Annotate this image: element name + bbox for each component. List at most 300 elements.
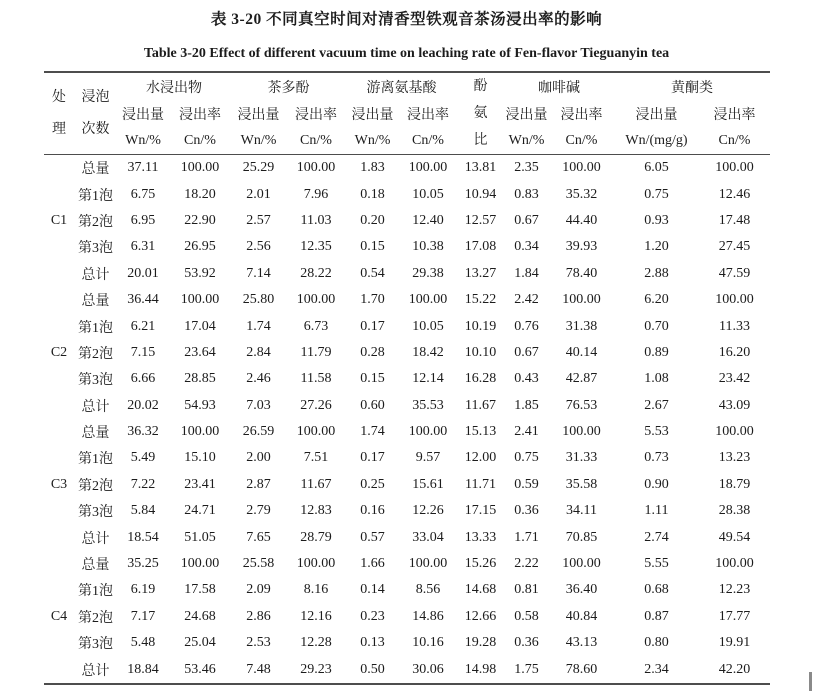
value-cell: 2.56 bbox=[246, 239, 271, 255]
value-cell: 0.34 bbox=[514, 239, 539, 255]
header-measure-label: 浸出率 bbox=[560, 107, 603, 123]
value-cell: 100.00 bbox=[296, 292, 336, 308]
value-cell: 100.00 bbox=[408, 292, 448, 308]
value-cell: 1.70 bbox=[360, 292, 385, 308]
value-cell: 1.71 bbox=[514, 529, 539, 545]
value-cell: 11.79 bbox=[300, 344, 332, 360]
value-cell: 0.89 bbox=[644, 344, 669, 360]
value-cell: 2.42 bbox=[514, 292, 539, 308]
value-cell: 100.00 bbox=[715, 160, 754, 176]
value-cell: 51.05 bbox=[184, 529, 216, 545]
value-cell: 25.29 bbox=[242, 160, 275, 176]
value-cell: 29.23 bbox=[300, 661, 332, 677]
table-row bbox=[44, 208, 770, 234]
infusion-label: 第2泡 bbox=[78, 610, 113, 626]
value-cell: 28.79 bbox=[300, 529, 332, 545]
value-cell: 12.23 bbox=[718, 582, 751, 598]
edge-artifact-mark bbox=[809, 672, 812, 691]
value-cell: 8.56 bbox=[415, 582, 441, 598]
value-cell: 100.00 bbox=[408, 556, 448, 572]
header-unit-label: Cn/% bbox=[412, 132, 444, 148]
infusion-label: 第2泡 bbox=[78, 346, 113, 362]
table-row bbox=[44, 524, 770, 550]
value-cell: 28.22 bbox=[300, 265, 332, 281]
value-cell: 100.00 bbox=[562, 556, 601, 572]
value-cell: 0.13 bbox=[360, 635, 385, 651]
value-cell: 0.58 bbox=[514, 608, 539, 624]
value-cell: 18.79 bbox=[718, 476, 751, 492]
value-cell: 0.81 bbox=[514, 582, 539, 598]
header-ratio-line: 酚 bbox=[473, 79, 488, 94]
table-row bbox=[44, 340, 770, 366]
value-cell: 0.25 bbox=[360, 476, 385, 492]
header-treatment-line: 理 bbox=[52, 121, 66, 137]
value-cell: 18.20 bbox=[184, 186, 216, 202]
value-cell: 11.71 bbox=[465, 476, 496, 492]
value-cell: 12.46 bbox=[718, 186, 751, 202]
value-cell: 12.26 bbox=[412, 503, 444, 519]
value-cell: 0.54 bbox=[360, 265, 385, 281]
value-cell: 100.00 bbox=[715, 556, 754, 572]
value-cell: 0.90 bbox=[644, 476, 669, 492]
table-row bbox=[44, 472, 770, 498]
value-cell: 15.10 bbox=[184, 450, 216, 466]
table-title-en: Table 3-20 Effect of different vacuum time on leaching rate of Fen-flavor Tieguanyin tea bbox=[143, 46, 670, 61]
value-cell: 2.09 bbox=[246, 582, 271, 598]
value-cell: 78.40 bbox=[565, 265, 598, 281]
table-row bbox=[44, 604, 770, 630]
value-cell: 35.58 bbox=[565, 476, 598, 492]
treatment-label: C2 bbox=[50, 344, 68, 360]
value-cell: 15.22 bbox=[464, 292, 497, 308]
value-cell: 17.48 bbox=[718, 212, 751, 228]
value-cell: 15.26 bbox=[464, 556, 497, 572]
table-row bbox=[44, 445, 770, 471]
value-cell: 0.17 bbox=[360, 318, 385, 334]
infusion-label: 总计 bbox=[81, 399, 110, 415]
infusion-label: 总计 bbox=[81, 267, 110, 283]
table-row bbox=[44, 313, 770, 339]
value-cell: 24.71 bbox=[184, 503, 216, 519]
value-cell: 18.54 bbox=[127, 529, 159, 545]
infusion-label: 总计 bbox=[81, 663, 110, 679]
infusion-label: 第3泡 bbox=[78, 505, 113, 521]
value-cell: 9.57 bbox=[415, 450, 441, 466]
value-cell: 12.83 bbox=[300, 503, 332, 519]
value-cell: 6.05 bbox=[644, 160, 669, 176]
value-cell: 10.94 bbox=[464, 186, 497, 202]
value-cell: 78.60 bbox=[565, 661, 598, 677]
treatment-label: C4 bbox=[50, 608, 68, 624]
value-cell: 12.66 bbox=[464, 608, 497, 624]
infusion-label: 第3泡 bbox=[78, 637, 113, 653]
value-cell: 22.90 bbox=[184, 212, 216, 228]
value-cell: 2.79 bbox=[246, 503, 271, 519]
value-cell: 100.00 bbox=[296, 424, 336, 440]
value-cell: 0.87 bbox=[644, 608, 669, 624]
value-cell: 1.84 bbox=[514, 265, 539, 281]
value-cell: 33.04 bbox=[412, 529, 444, 545]
value-cell: 13.27 bbox=[464, 265, 497, 281]
value-cell: 12.57 bbox=[464, 212, 497, 228]
table-row bbox=[44, 393, 770, 419]
value-cell: 1.08 bbox=[644, 371, 669, 387]
value-cell: 40.84 bbox=[565, 608, 598, 624]
value-cell: 12.00 bbox=[464, 450, 497, 466]
value-cell: 36.40 bbox=[565, 582, 598, 598]
value-cell: 43.13 bbox=[565, 635, 598, 651]
value-cell: 11.03 bbox=[300, 212, 332, 228]
value-cell: 44.40 bbox=[565, 212, 598, 228]
value-cell: 12.35 bbox=[300, 239, 332, 255]
header-measure-label: 浸出率 bbox=[179, 107, 221, 123]
header-soak-count bbox=[74, 72, 117, 155]
value-cell: 15.13 bbox=[464, 424, 497, 440]
value-cell: 1.85 bbox=[514, 397, 539, 413]
value-cell: 0.59 bbox=[514, 476, 539, 492]
value-cell: 26.95 bbox=[184, 239, 216, 255]
value-cell: 23.64 bbox=[184, 344, 216, 360]
header-phenol-ammonia-ratio bbox=[457, 72, 504, 155]
header-measure-label: 浸出量 bbox=[635, 107, 678, 123]
value-cell: 16.28 bbox=[464, 371, 497, 387]
value-cell: 76.53 bbox=[565, 397, 598, 413]
table-row bbox=[44, 551, 770, 577]
value-cell: 2.74 bbox=[644, 529, 669, 545]
value-cell: 27.45 bbox=[718, 239, 751, 255]
value-cell: 100.00 bbox=[296, 160, 336, 176]
value-cell: 13.23 bbox=[718, 450, 751, 466]
value-cell: 10.38 bbox=[412, 239, 444, 255]
value-cell: 2.57 bbox=[246, 212, 271, 228]
value-cell: 100.00 bbox=[180, 424, 220, 440]
value-cell: 0.76 bbox=[514, 318, 539, 334]
header-group-water-extract: 水浸出物 bbox=[146, 80, 202, 96]
value-cell: 19.91 bbox=[718, 635, 751, 651]
value-cell: 13.81 bbox=[464, 160, 497, 176]
header-row-measures bbox=[44, 100, 770, 127]
value-cell: 11.33 bbox=[719, 318, 750, 334]
value-cell: 1.75 bbox=[514, 661, 539, 677]
header-measure-label: 浸出率 bbox=[295, 107, 337, 123]
header-unit-label: Cn/% bbox=[184, 132, 216, 148]
value-cell: 7.51 bbox=[303, 450, 329, 466]
value-cell: 0.80 bbox=[644, 635, 669, 651]
value-cell: 17.08 bbox=[464, 239, 497, 255]
header-unit-label: Wn/% bbox=[125, 132, 161, 148]
value-cell: 7.17 bbox=[130, 608, 156, 624]
value-cell: 12.40 bbox=[412, 212, 444, 228]
value-cell: 28.85 bbox=[184, 371, 216, 387]
value-cell: 0.50 bbox=[360, 661, 385, 677]
value-cell: 1.83 bbox=[360, 160, 385, 176]
value-cell: 6.20 bbox=[644, 292, 669, 308]
value-cell: 20.02 bbox=[127, 397, 159, 413]
value-cell: 13.33 bbox=[464, 529, 497, 545]
table-row bbox=[44, 287, 770, 313]
value-cell: 6.31 bbox=[130, 239, 156, 255]
value-cell: 8.16 bbox=[303, 582, 329, 598]
value-cell: 1.20 bbox=[644, 239, 669, 255]
infusion-label: 第1泡 bbox=[78, 584, 113, 600]
value-cell: 0.14 bbox=[360, 582, 385, 598]
value-cell: 0.70 bbox=[644, 318, 669, 334]
value-cell: 7.03 bbox=[246, 397, 271, 413]
header-row-units bbox=[44, 127, 770, 155]
header-unit-label: Cn/% bbox=[718, 132, 751, 148]
table-row bbox=[44, 366, 770, 392]
header-unit-label: Wn/% bbox=[240, 132, 277, 148]
value-cell: 2.86 bbox=[246, 608, 271, 624]
header-measure-label: 浸出量 bbox=[351, 107, 394, 123]
value-cell: 2.41 bbox=[514, 424, 539, 440]
header-treatment bbox=[44, 72, 74, 155]
value-cell: 10.19 bbox=[464, 318, 497, 334]
value-cell: 10.16 bbox=[412, 635, 444, 651]
value-cell: 0.15 bbox=[360, 239, 385, 255]
value-cell: 0.57 bbox=[360, 529, 385, 545]
value-cell: 100.00 bbox=[180, 292, 220, 308]
value-cell: 5.55 bbox=[644, 556, 669, 572]
table-row bbox=[44, 234, 770, 260]
value-cell: 1.11 bbox=[644, 503, 669, 519]
table-title-zh: 表 3-20 不同真空时间对清香型铁观音茶汤浸出率的影响 bbox=[210, 11, 603, 28]
value-cell: 14.98 bbox=[464, 661, 497, 677]
value-cell: 100.00 bbox=[180, 556, 220, 572]
value-cell: 20.01 bbox=[127, 265, 159, 281]
value-cell: 30.06 bbox=[412, 661, 444, 677]
value-cell: 23.41 bbox=[184, 476, 216, 492]
value-cell: 18.42 bbox=[412, 344, 444, 360]
header-group-caffeine: 咖啡碱 bbox=[538, 80, 580, 96]
value-cell: 49.54 bbox=[718, 529, 751, 545]
header-group-flavonoids: 黄酮类 bbox=[671, 80, 713, 96]
value-cell: 0.17 bbox=[360, 450, 385, 466]
value-cell: 100.00 bbox=[562, 424, 601, 440]
value-cell: 47.59 bbox=[718, 265, 751, 281]
value-cell: 10.10 bbox=[464, 344, 497, 360]
header-soak-line: 次数 bbox=[81, 121, 110, 137]
infusion-label: 第3泡 bbox=[78, 373, 113, 389]
value-cell: 27.26 bbox=[300, 397, 332, 413]
value-cell: 26.59 bbox=[242, 424, 275, 440]
table-row bbox=[44, 498, 770, 524]
header-measure-label: 浸出率 bbox=[407, 107, 449, 123]
value-cell: 12.16 bbox=[300, 608, 332, 624]
value-cell: 16.20 bbox=[718, 344, 751, 360]
value-cell: 35.25 bbox=[127, 556, 159, 572]
value-cell: 2.35 bbox=[514, 160, 539, 176]
value-cell: 40.14 bbox=[565, 344, 598, 360]
value-cell: 17.04 bbox=[184, 318, 216, 334]
infusion-label: 总量 bbox=[81, 558, 110, 574]
value-cell: 2.87 bbox=[246, 476, 271, 492]
value-cell: 0.75 bbox=[514, 450, 539, 466]
value-cell: 15.61 bbox=[412, 476, 444, 492]
value-cell: 42.87 bbox=[565, 371, 598, 387]
value-cell: 35.53 bbox=[412, 397, 444, 413]
infusion-label: 第1泡 bbox=[78, 320, 113, 336]
value-cell: 7.15 bbox=[130, 344, 156, 360]
value-cell: 7.48 bbox=[246, 661, 271, 677]
value-cell: 0.83 bbox=[514, 186, 539, 202]
header-measure-label: 浸出量 bbox=[505, 107, 548, 123]
value-cell: 100.00 bbox=[715, 292, 754, 308]
value-cell: 34.11 bbox=[566, 503, 597, 519]
value-cell: 0.93 bbox=[644, 212, 669, 228]
value-cell: 17.77 bbox=[718, 608, 751, 624]
value-cell: 2.46 bbox=[246, 371, 271, 387]
table-body bbox=[44, 155, 770, 684]
value-cell: 19.28 bbox=[464, 635, 497, 651]
value-cell: 1.66 bbox=[360, 556, 385, 572]
value-cell: 6.66 bbox=[130, 371, 156, 387]
header-unit-label: Cn/% bbox=[300, 132, 332, 148]
header-unit-label: Wn/% bbox=[508, 132, 545, 148]
infusion-label: 第2泡 bbox=[78, 478, 113, 494]
value-cell: 12.28 bbox=[300, 635, 332, 651]
value-cell: 100.00 bbox=[562, 160, 601, 176]
value-cell: 100.00 bbox=[715, 424, 754, 440]
header-unit-label: Wn/(mg/g) bbox=[625, 132, 688, 148]
value-cell: 0.73 bbox=[644, 450, 669, 466]
data-table bbox=[44, 71, 770, 685]
infusion-label: 总计 bbox=[81, 531, 110, 547]
value-cell: 2.22 bbox=[514, 556, 539, 572]
value-cell: 17.15 bbox=[464, 503, 497, 519]
value-cell: 54.93 bbox=[184, 397, 216, 413]
value-cell: 10.05 bbox=[412, 318, 444, 334]
header-ratio-line: 氨 bbox=[473, 106, 488, 121]
header-group-free-amino-acids: 游离氨基酸 bbox=[366, 80, 437, 96]
value-cell: 5.53 bbox=[644, 424, 669, 440]
value-cell: 36.32 bbox=[127, 424, 159, 440]
value-cell: 1.74 bbox=[246, 318, 271, 334]
value-cell: 31.33 bbox=[565, 450, 598, 466]
header-unit-label: Wn/% bbox=[354, 132, 391, 148]
value-cell: 53.92 bbox=[184, 265, 216, 281]
value-cell: 6.21 bbox=[130, 318, 156, 334]
value-cell: 100.00 bbox=[562, 292, 601, 308]
value-cell: 12.14 bbox=[412, 371, 444, 387]
infusion-label: 第1泡 bbox=[78, 452, 113, 468]
treatment-label: C1 bbox=[50, 212, 68, 228]
value-cell: 100.00 bbox=[408, 160, 448, 176]
header-unit-label: Cn/% bbox=[565, 132, 598, 148]
table-row bbox=[44, 155, 770, 182]
value-cell: 10.05 bbox=[412, 186, 444, 202]
header-measure-label: 浸出量 bbox=[122, 107, 164, 123]
value-cell: 0.36 bbox=[514, 635, 539, 651]
value-cell: 2.34 bbox=[644, 661, 669, 677]
value-cell: 6.19 bbox=[130, 582, 156, 598]
value-cell: 14.68 bbox=[464, 582, 497, 598]
value-cell: 11.58 bbox=[300, 371, 332, 387]
value-cell: 1.74 bbox=[360, 424, 385, 440]
header-measure-label: 浸出率 bbox=[713, 107, 756, 123]
value-cell: 17.58 bbox=[184, 582, 216, 598]
value-cell: 0.75 bbox=[644, 186, 669, 202]
infusion-label: 总量 bbox=[81, 294, 110, 310]
value-cell: 0.15 bbox=[360, 371, 385, 387]
value-cell: 0.43 bbox=[514, 371, 539, 387]
value-cell: 0.67 bbox=[514, 344, 539, 360]
table-row bbox=[44, 419, 770, 445]
value-cell: 18.84 bbox=[127, 661, 159, 677]
infusion-label: 第2泡 bbox=[78, 214, 113, 230]
value-cell: 39.93 bbox=[565, 239, 598, 255]
value-cell: 0.36 bbox=[514, 503, 539, 519]
value-cell: 2.01 bbox=[246, 186, 271, 202]
value-cell: 5.49 bbox=[130, 450, 156, 466]
value-cell: 0.68 bbox=[644, 582, 669, 598]
table-header bbox=[44, 72, 770, 155]
value-cell: 23.42 bbox=[718, 371, 751, 387]
value-cell: 0.20 bbox=[360, 212, 385, 228]
infusion-label: 总量 bbox=[81, 426, 110, 442]
value-cell: 31.38 bbox=[565, 318, 598, 334]
value-cell: 5.48 bbox=[130, 635, 156, 651]
infusion-label: 第3泡 bbox=[78, 241, 113, 257]
value-cell: 25.80 bbox=[242, 292, 275, 308]
value-cell: 25.58 bbox=[242, 556, 275, 572]
value-cell: 11.67 bbox=[300, 476, 332, 492]
header-soak-line: 浸泡 bbox=[81, 89, 110, 105]
value-cell: 28.38 bbox=[718, 503, 751, 519]
table-row bbox=[44, 577, 770, 603]
value-cell: 7.14 bbox=[246, 265, 271, 281]
value-cell: 29.38 bbox=[412, 265, 444, 281]
value-cell: 2.67 bbox=[644, 397, 669, 413]
value-cell: 42.20 bbox=[718, 661, 751, 677]
value-cell: 2.53 bbox=[246, 635, 271, 651]
table-row bbox=[44, 656, 770, 683]
treatment-label: C3 bbox=[50, 476, 68, 492]
value-cell: 5.84 bbox=[130, 503, 156, 519]
value-cell: 24.68 bbox=[184, 608, 216, 624]
value-cell: 7.65 bbox=[246, 529, 271, 545]
header-row-groups bbox=[44, 72, 770, 100]
value-cell: 100.00 bbox=[296, 556, 336, 572]
table-row bbox=[44, 181, 770, 207]
value-cell: 0.16 bbox=[360, 503, 385, 519]
value-cell: 0.18 bbox=[360, 186, 385, 202]
value-cell: 7.96 bbox=[303, 186, 329, 202]
value-cell: 6.75 bbox=[130, 186, 156, 202]
table-row bbox=[44, 630, 770, 656]
value-cell: 7.22 bbox=[130, 476, 156, 492]
value-cell: 6.95 bbox=[130, 212, 156, 228]
table-row bbox=[44, 261, 770, 287]
value-cell: 14.86 bbox=[412, 608, 444, 624]
value-cell: 0.60 bbox=[360, 397, 385, 413]
header-ratio-line: 比 bbox=[473, 133, 488, 148]
value-cell: 36.44 bbox=[127, 292, 159, 308]
value-cell: 2.00 bbox=[246, 450, 271, 466]
value-cell: 70.85 bbox=[565, 529, 598, 545]
value-cell: 25.04 bbox=[184, 635, 216, 651]
value-cell: 6.73 bbox=[303, 318, 329, 334]
header-measure-label: 浸出量 bbox=[237, 107, 280, 123]
value-cell: 0.23 bbox=[360, 608, 385, 624]
value-cell: 35.32 bbox=[565, 186, 598, 202]
header-treatment-line: 处 bbox=[52, 89, 66, 105]
infusion-label: 总量 bbox=[81, 162, 110, 178]
value-cell: 11.67 bbox=[465, 397, 496, 413]
value-cell: 2.88 bbox=[644, 265, 669, 281]
value-cell: 0.67 bbox=[514, 212, 539, 228]
value-cell: 43.09 bbox=[718, 397, 751, 413]
